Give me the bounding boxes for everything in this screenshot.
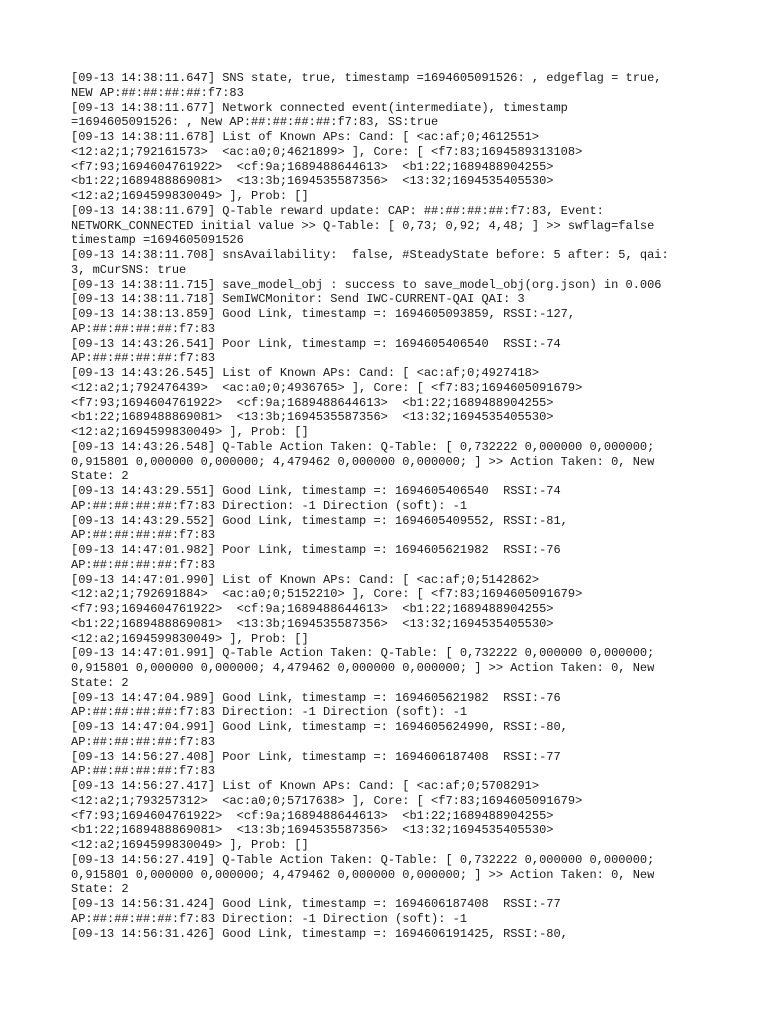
log-line: <12:a2;1694599830049> ], Prob: [] — [71, 189, 309, 203]
log-line: <f7:93;1694604761922> <cf:9a;1689488644613> <b1:22;1689488904255> — [71, 808, 554, 823]
log-line: AP:##:##:##:##:f7:83 Direction: -1 Direction (soft): -1 — [71, 705, 468, 720]
log-line: <12:a2;1;793257312> <ac:a0;0;5717638> ], Core: [ <f7:83;1694605091679> — [71, 793, 583, 808]
log-line: <b1:22;1689488869081> <13:3b;1694535587356> <13:32;1694535405530> — [71, 823, 554, 838]
log-line: [09-13 14:56:27.419] Q-Table Action Taken: Q-Table: [ 0,732222 0,000000 0,000000; — [71, 852, 655, 867]
log-line: AP:##:##:##:##:f7:83 Direction: -1 Direction (soft): -1 — [71, 911, 468, 926]
log-line: AP:##:##:##:##:f7:83 — [71, 734, 216, 749]
log-line: 3, mCurSNS: true — [71, 262, 187, 277]
log-line: [09-13 14:47:01.990] List of Known APs: Cand: [ <ac:af;0;5142862> — [71, 572, 540, 587]
log-line: [09-13 14:56:31.426] Good Link, timestamp =: 1694606191425, RSSI:-80, — [71, 926, 568, 941]
log-line: <12:a2;1;792476439> <ac:a0;0;4936765> ], Core: [ <f7:83;1694605091679> — [71, 380, 583, 395]
log-text-block — [71, 71, 711, 941]
log-line: [09-13 14:43:26.545] List of Known APs: Cand: [ <ac:af;0;4927418> — [71, 366, 540, 380]
log-line: [09-13 14:43:29.551] Good Link, timestamp =: 1694605406540 RSSI:-74 — [71, 484, 561, 498]
log-line: <12:a2;1694599830049> ], Prob: [] — [71, 838, 309, 852]
log-line: State: 2 — [71, 882, 129, 897]
log-line: [09-13 14:38:11.677] Network connected event(intermediate), timestamp — [71, 100, 568, 115]
log-line: <12:a2;1;792161573> <ac:a0;0;4621899> ], Core: [ <f7:83;1694589313108> — [71, 144, 583, 159]
log-line: <b1:22;1689488869081> <13:3b;1694535587356> <13:32;1694535405530> — [71, 174, 554, 189]
log-line: AP:##:##:##:##:f7:83 — [71, 764, 216, 779]
log-line: AP:##:##:##:##:f7:83 — [71, 557, 216, 572]
log-line: [09-13 14:56:27.408] Poor Link, timestamp =: 1694606187408 RSSI:-77 — [71, 749, 561, 764]
log-line: [09-13 14:47:01.991] Q-Table Action Taken: Q-Table: [ 0,732222 0,000000 0,000000; — [71, 646, 655, 661]
log-line: NEW AP:##:##:##:##:f7:83 — [71, 85, 244, 100]
log-line: 0,915801 0,000000 0,000000; 4,479462 0,000000 0,000000; ] >> Action Taken: 0, New — [71, 661, 655, 675]
log-line: [09-13 14:38:11.715] save_model_obj : success to save_model_obj(org.json) in 0.006 — [71, 277, 662, 292]
log-line: State: 2 — [71, 675, 129, 690]
log-line: [09-13 14:38:11.679] Q-Table reward update: CAP: ##:##:##:##:f7:83, Event: — [71, 203, 604, 218]
log-line: [09-13 14:47:01.982] Poor Link, timestamp =: 1694605621982 RSSI:-76 — [71, 543, 561, 557]
log-line: [09-13 14:43:29.552] Good Link, timestamp =: 1694605409552, RSSI:-81, — [71, 513, 568, 528]
log-line: <12:a2;1;792691884> <ac:a0;0;5152210> ], Core: [ <f7:83;1694605091679> — [71, 587, 583, 602]
log-line: <f7:93;1694604761922> <cf:9a;1689488644613> <b1:22;1689488904255> — [71, 159, 554, 174]
log-line: AP:##:##:##:##:f7:83 — [71, 351, 216, 366]
log-line: [09-13 14:38:11.678] List of Known APs: Cand: [ <ac:af;0;4612551> — [71, 130, 540, 144]
log-line: NETWORK_CONNECTED initial value >> Q-Table: [ 0,73; 0,92; 4,48; ] >> swflag=false — [71, 218, 655, 233]
log-line: [09-13 14:47:04.989] Good Link, timestamp =: 1694605621982 RSSI:-76 — [71, 690, 561, 705]
log-line: <f7:93;1694604761922> <cf:9a;1689488644613> <b1:22;1689488904255> — [71, 602, 554, 616]
log-line: <b1:22;1689488869081> <13:3b;1694535587356> <13:32;1694535405530> — [71, 616, 554, 631]
log-line: [09-13 14:56:31.424] Good Link, timestamp =: 1694606187408 RSSI:-77 — [71, 897, 561, 911]
log-line: <b1:22;1689488869081> <13:3b;1694535587356> <13:32;1694535405530> — [71, 410, 554, 425]
log-line: <12:a2;1694599830049> ], Prob: [] — [71, 631, 309, 646]
log-line: [09-13 14:38:11.647] SNS state, true, timestamp =1694605091526: , edgeflag = true, — [71, 71, 662, 85]
log-line: [09-13 14:38:13.859] Good Link, timestamp =: 1694605093859, RSSI:-127, — [71, 307, 576, 321]
log-line: [09-13 14:47:04.991] Good Link, timestamp =: 1694605624990, RSSI:-80, — [71, 720, 568, 734]
log-line: timestamp =1694605091526 — [71, 233, 244, 248]
log-line: 0,915801 0,000000 0,000000; 4,479462 0,000000 0,000000; ] >> Action Taken: 0, New — [71, 867, 655, 882]
log-line: [09-13 14:43:26.548] Q-Table Action Taken: Q-Table: [ 0,732222 0,000000 0,000000; — [71, 439, 655, 454]
log-line: AP:##:##:##:##:f7:83 Direction: -1 Direction (soft): -1 — [71, 498, 468, 513]
log-line: <f7:93;1694604761922> <cf:9a;1689488644613> <b1:22;1689488904255> — [71, 395, 554, 410]
log-line: [09-13 14:38:11.708] snsAvailability: false, #SteadyState before: 5 after: 5, qai: — [71, 248, 669, 262]
log-line: AP:##:##:##:##:f7:83 — [71, 321, 216, 336]
log-line: [09-13 14:43:26.541] Poor Link, timestamp =: 1694605406540 RSSI:-74 — [71, 336, 561, 351]
log-line: AP:##:##:##:##:f7:83 — [71, 528, 216, 543]
log-line: State: 2 — [71, 469, 129, 484]
log-line: =1694605091526: , New AP:##:##:##:##:f7:83, SS:true — [71, 115, 439, 130]
log-line: [09-13 14:56:27.417] List of Known APs: Cand: [ <ac:af;0;5708291> — [71, 779, 540, 793]
log-line: 0,915801 0,000000 0,000000; 4,479462 0,000000 0,000000; ] >> Action Taken: 0, New — [71, 454, 655, 469]
log-line: <12:a2;1694599830049> ], Prob: [] — [71, 425, 309, 439]
log-line: [09-13 14:38:11.718] SemIWCMonitor: Send IWC-CURRENT-QAI QAI: 3 — [71, 292, 525, 307]
